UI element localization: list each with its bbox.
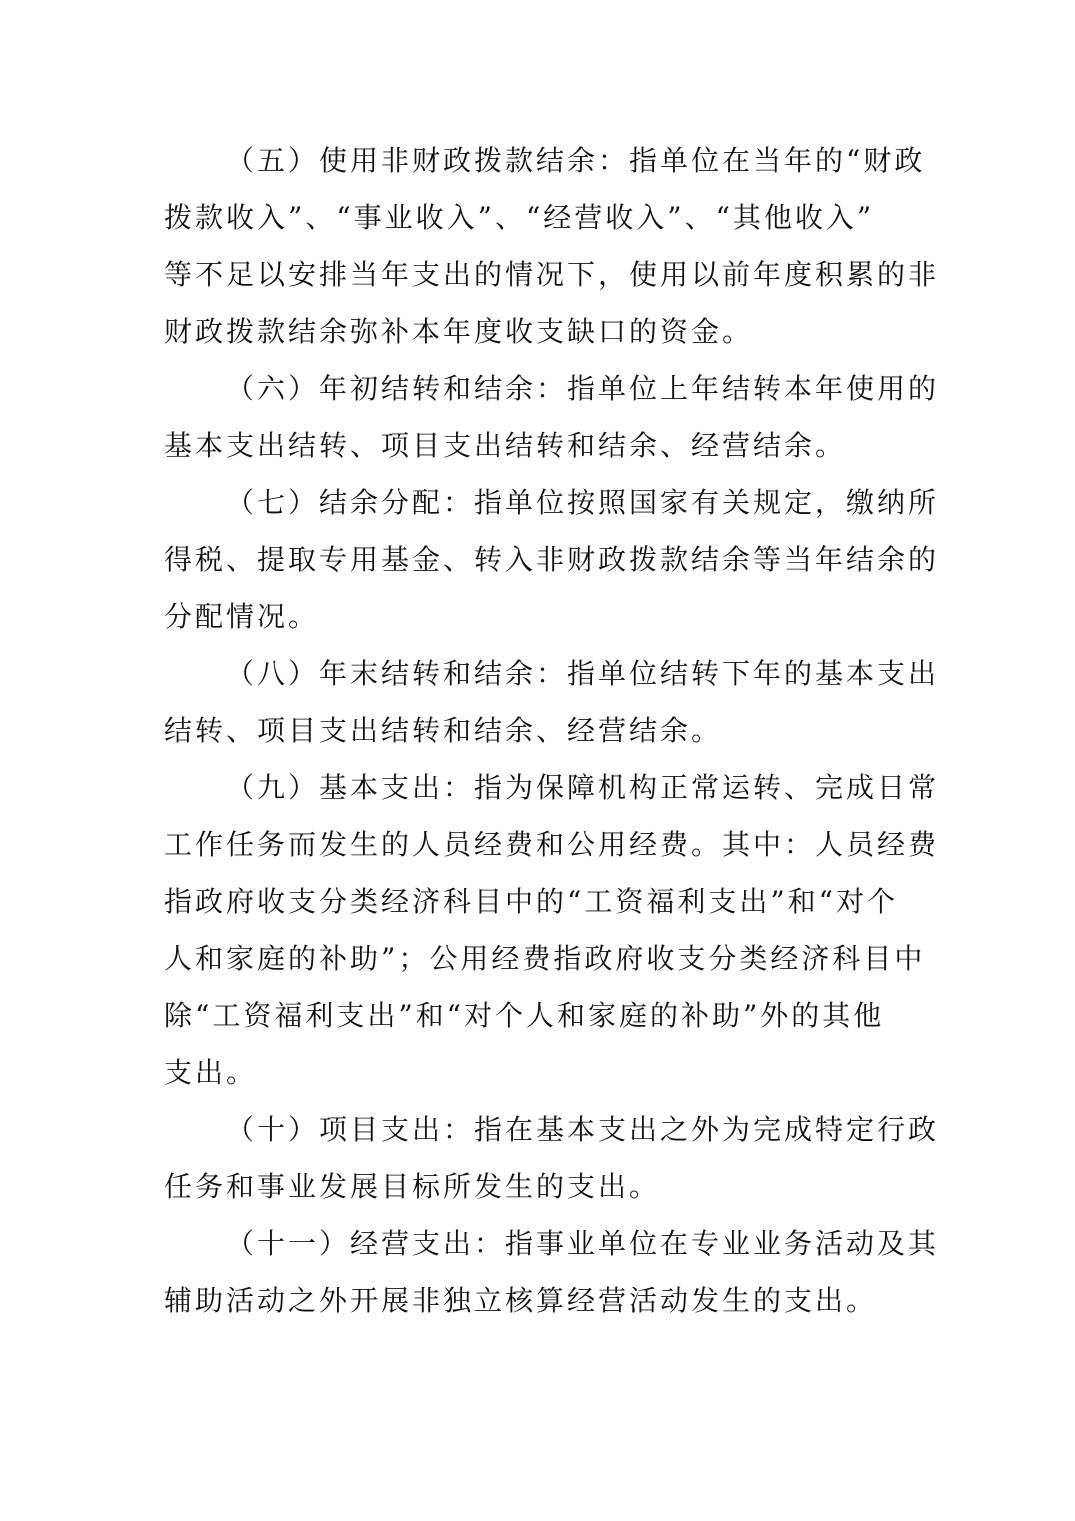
paragraph-line: 等不足以安排当年支出的情况下，使用以前年度积累的非 [164, 258, 940, 291]
paragraph-line: 指政府收支分类经济科目中的“工资福利支出”和“对个 [164, 885, 898, 918]
paragraph-line: 任务和事业发展目标所发生的支出。 [164, 1170, 661, 1203]
paragraph-line: 结转、项目支出结转和结余、经营结余。 [164, 714, 723, 747]
paragraph-line: （九）基本支出：指为保障机构正常运转、完成日常 [226, 771, 940, 804]
paragraph-line: （五）使用非财政拨款结余：指单位在当年的“财政 [226, 144, 926, 177]
paragraph-line: 辅助活动之外开展非独立核算经营活动发生的支出。 [164, 1284, 878, 1317]
paragraph-5-use-non-fiscal-surplus [164, 132, 940, 360]
paragraph-line: 财政拨款结余弥补本年度收支缺口的资金。 [164, 315, 754, 348]
paragraph-6-beginning-carryover [164, 360, 940, 474]
paragraph-line: （六）年初结转和结余：指单位上年结转本年使用的 [226, 372, 940, 405]
paragraph-line: （十一）经营支出：指事业单位在专业业务活动及其 [226, 1227, 940, 1260]
paragraph-line: 支出。 [164, 1056, 258, 1089]
paragraph-10-project-expenditure [164, 1101, 940, 1215]
paragraph-line: 得税、提取专用基金、转入非财政拨款结余等当年结余的 [164, 543, 940, 576]
paragraph-line: （十）项目支出：指在基本支出之外为完成特定行政 [226, 1113, 940, 1146]
paragraph-line: 分配情况。 [164, 600, 320, 633]
paragraph-8-year-end-carryover [164, 645, 940, 759]
paragraph-line: 除“工资福利支出”和“对个人和家庭的补助”外的其他 [164, 999, 885, 1032]
paragraph-line: 基本支出结转、项目支出结转和结余、经营结余。 [164, 429, 847, 462]
paragraph-9-basic-expenditure [164, 759, 940, 1101]
paragraph-line: 拨款收入”、“事业收入”、“经营收入”、“其他收入” [164, 201, 875, 234]
paragraph-line: （八）年末结转和结余：指单位结转下年的基本支出 [226, 657, 940, 690]
document-body [164, 132, 940, 1329]
paragraph-line: （七）结余分配：指单位按照国家有关规定，缴纳所 [226, 486, 940, 519]
paragraph-line: 工作任务而发生的人员经费和公用经费。其中：人员经费 [164, 828, 940, 861]
paragraph-11-operating-expenditure [164, 1215, 940, 1329]
paragraph-7-surplus-distribution [164, 474, 940, 645]
paragraph-line: 人和家庭的补助”；公用经费指政府收支分类经济科目中 [164, 942, 926, 975]
